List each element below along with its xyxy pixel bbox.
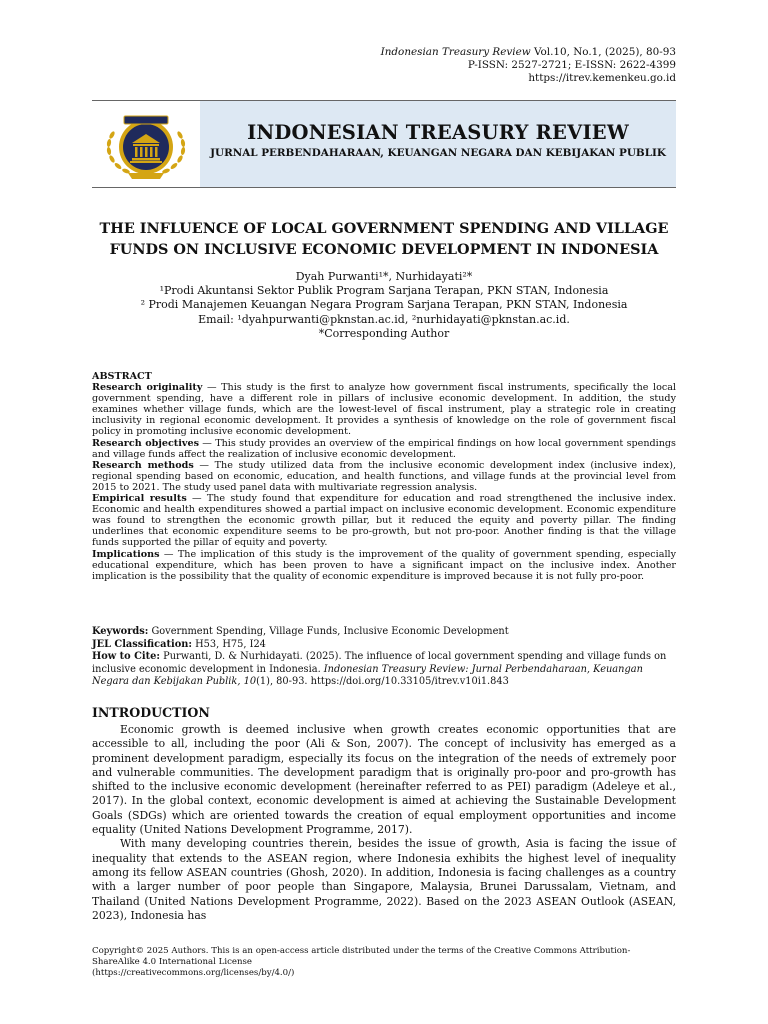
results-text: — The study found that expenditure for education and road strengthened the inclusive index. Economic and health expenditures showed a partial impact on inclusive economic development. Economic expenditure was found to strengthen the economic growth pillar, but it reduced the equity and poverty pillar. The finding underlines that economic expenditure seems to be pro-growth, but not pro-poor. Another finding is that the village funds supported the pillar of equity and poverty.: [92, 493, 676, 549]
methods-text: — The study utilized data from the inclusive economic development index (inclusive index), regional spending based on economic, education, and health functions, and village funds at the provincial level from 2015 to 2021. The study used panel data with multivariate regression analysis.: [92, 459, 676, 493]
implications-text: — The implication of this study is the improvement of the quality of government spending, especially educational expenditure, which has been proven to have a significant impact on the inclusive index. Another implication is the possibility that the quality of economic expenditure is improved because it is not fully pro-poor.: [92, 548, 676, 582]
cite-doi[interactable]: (1), 80-93. https://doi.org/10.33105/itrev.v10i1.843: [256, 676, 509, 688]
issn: P-ISSN: 2527-2721; E-ISSN: 2622-4399: [467, 59, 676, 71]
paper-title: [92, 218, 676, 260]
article-metadata: [92, 626, 676, 689]
abstract-results: [92, 493, 676, 548]
author-block: [92, 270, 676, 341]
keywords-text: Government Spending, Village Funds, Inclusive Economic Development: [148, 626, 509, 637]
originality-text: — This study is the first to analyze how government fiscal instruments, specifically the local government spending, have a different role in pillars of inclusive economic development. In addition, the study examines whether village funds, which are the lowest-level of fiscal instrument, play a strategic role in creating inclusivity in regional economic development. It provides a synthesis of knowledge on the role of government fiscal policy in promoting inclusive economic development.: [92, 382, 677, 438]
implications-label: Implications: [92, 548, 160, 560]
title-line-2: FUNDS ON INCLUSIVE ECONOMIC DEVELOPMENT IN INDONESIA: [109, 241, 659, 258]
abstract-objectives: [92, 438, 676, 460]
copyright-line-1: Copyright© 2025 Authors. This is an open-access article distributed under the terms of the Creative Commons Attribution-: [92, 946, 631, 956]
banner-title-area: [200, 101, 676, 187]
cite-text: Purwanti, D. & Nurhidayati. (2025). The influence of local government spending and village funds on inclusive economic development in Indonesia.: [92, 651, 667, 675]
logo-area: [92, 101, 200, 187]
keywords-label: Keywords:: [92, 626, 149, 637]
journal-meta: [381, 46, 676, 85]
volume-info: Vol.10, No.1, (2025), 80-93: [533, 46, 676, 58]
journal-banner: [92, 100, 676, 188]
abstract-implications: [92, 549, 676, 582]
intro-paragraph-2: With many developing countries therein, besides the issue of growth, Asia is facing the issue of inequality that extends to the ASEAN region, where Indonesia exhibits the highest level of inequality among its fellow ASEAN countries (Ghosh, 2020). In addition, Indonesia is facing challenges as a country with a larger number of poor people than Singapore, Malaysia, Brunei Darussalam, Vietnam, and Thailand (United Nations Development Programme, 2022). Based on the 2023 ASEAN Outlook (ASEAN, 2023), Indonesia has: [92, 837, 676, 922]
introduction-heading: INTRODUCTION: [92, 705, 210, 720]
journal-url[interactable]: https://itrev.kemenkeu.go.id: [528, 72, 676, 84]
introduction-body: [92, 723, 676, 923]
cite-label: How to Cite:: [92, 651, 160, 663]
author-emails[interactable]: Email: ¹dyahpurwanti@pknstan.ac.id, ²nurhidayati@pknstan.ac.id.: [198, 312, 570, 326]
objectives-text: — This study provides an overview of the empirical findings on how local government spendings and village funds affect the realization of inclusive economic development.: [92, 437, 676, 460]
cite-journal: Indonesian Treasury Review: Jurnal Perbendaharaan, Keuangan Negara dan Kebijakan Publik, 10: [92, 663, 643, 688]
corresponding-note: *Corresponding Author: [318, 326, 450, 340]
title-line-1: THE INFLUENCE OF LOCAL GOVERNMENT SPENDING AND VILLAGE: [99, 220, 669, 237]
methods-label: Research methods: [92, 459, 194, 471]
treasury-seal-logo: [92, 101, 200, 187]
abstract-originality: [92, 382, 676, 437]
jel-classification: [92, 639, 676, 652]
affiliation-1: ¹Prodi Akuntansi Sektor Publik Program Sarjana Terapan, PKN STAN, Indonesia: [159, 284, 609, 298]
jel-text: H53, H75, I24: [191, 638, 266, 650]
results-label: Empirical results: [92, 493, 187, 505]
keywords: [92, 626, 676, 639]
abstract-methods: [92, 460, 676, 493]
abstract-heading: ABSTRACT: [92, 371, 152, 382]
how-to-cite: [92, 651, 676, 689]
intro-paragraph-1: Economic growth is deemed inclusive when growth creates economic opportunities that are accessible to all, including the poor (Ali & Son, 2007). The concept of inclusivity has emerged as a prominent development paradigm, especially its focus on the integration of the needs of extremely poor and vulnerable communities. The development paradigm that is originally pro-poor and pro-growth has shifted to the inclusive economic development (hereinafter referred to as PEI) paradigm (Adeleye et al., 2017). In the global context, economic development is aimed at achieving the Sustainable Development Goals (SDGs) which are oriented towards the creation of equal employment opportunities and income equality (United Nations Development Programme, 2017).: [92, 723, 676, 837]
journal-name: Indonesian Treasury Review: [380, 46, 531, 58]
jel-label: JEL Classification:: [92, 638, 192, 650]
objectives-label: Research objectives: [92, 437, 199, 449]
originality-label: Research originality: [92, 382, 203, 394]
banner-subtitle: JURNAL PERBENDAHARAAN, KEUANGAN NEGARA DAN KEBIJAKAN PUBLIK: [210, 147, 666, 159]
affiliation-2: ² Prodi Manajemen Keuangan Negara Program Sarjana Terapan, PKN STAN, Indonesia: [140, 298, 628, 312]
license-link[interactable]: (https://creativecommons.org/licenses/by/4.0/): [92, 968, 295, 978]
author-names: Dyah Purwanti¹*, Nurhidayati²*: [295, 270, 473, 283]
copyright-line-2: ShareAlike 4.0 International License: [92, 957, 252, 967]
abstract: [92, 371, 676, 582]
banner-title: INDONESIAN TREASURY REVIEW: [247, 121, 629, 144]
copyright-footer: [92, 946, 676, 979]
